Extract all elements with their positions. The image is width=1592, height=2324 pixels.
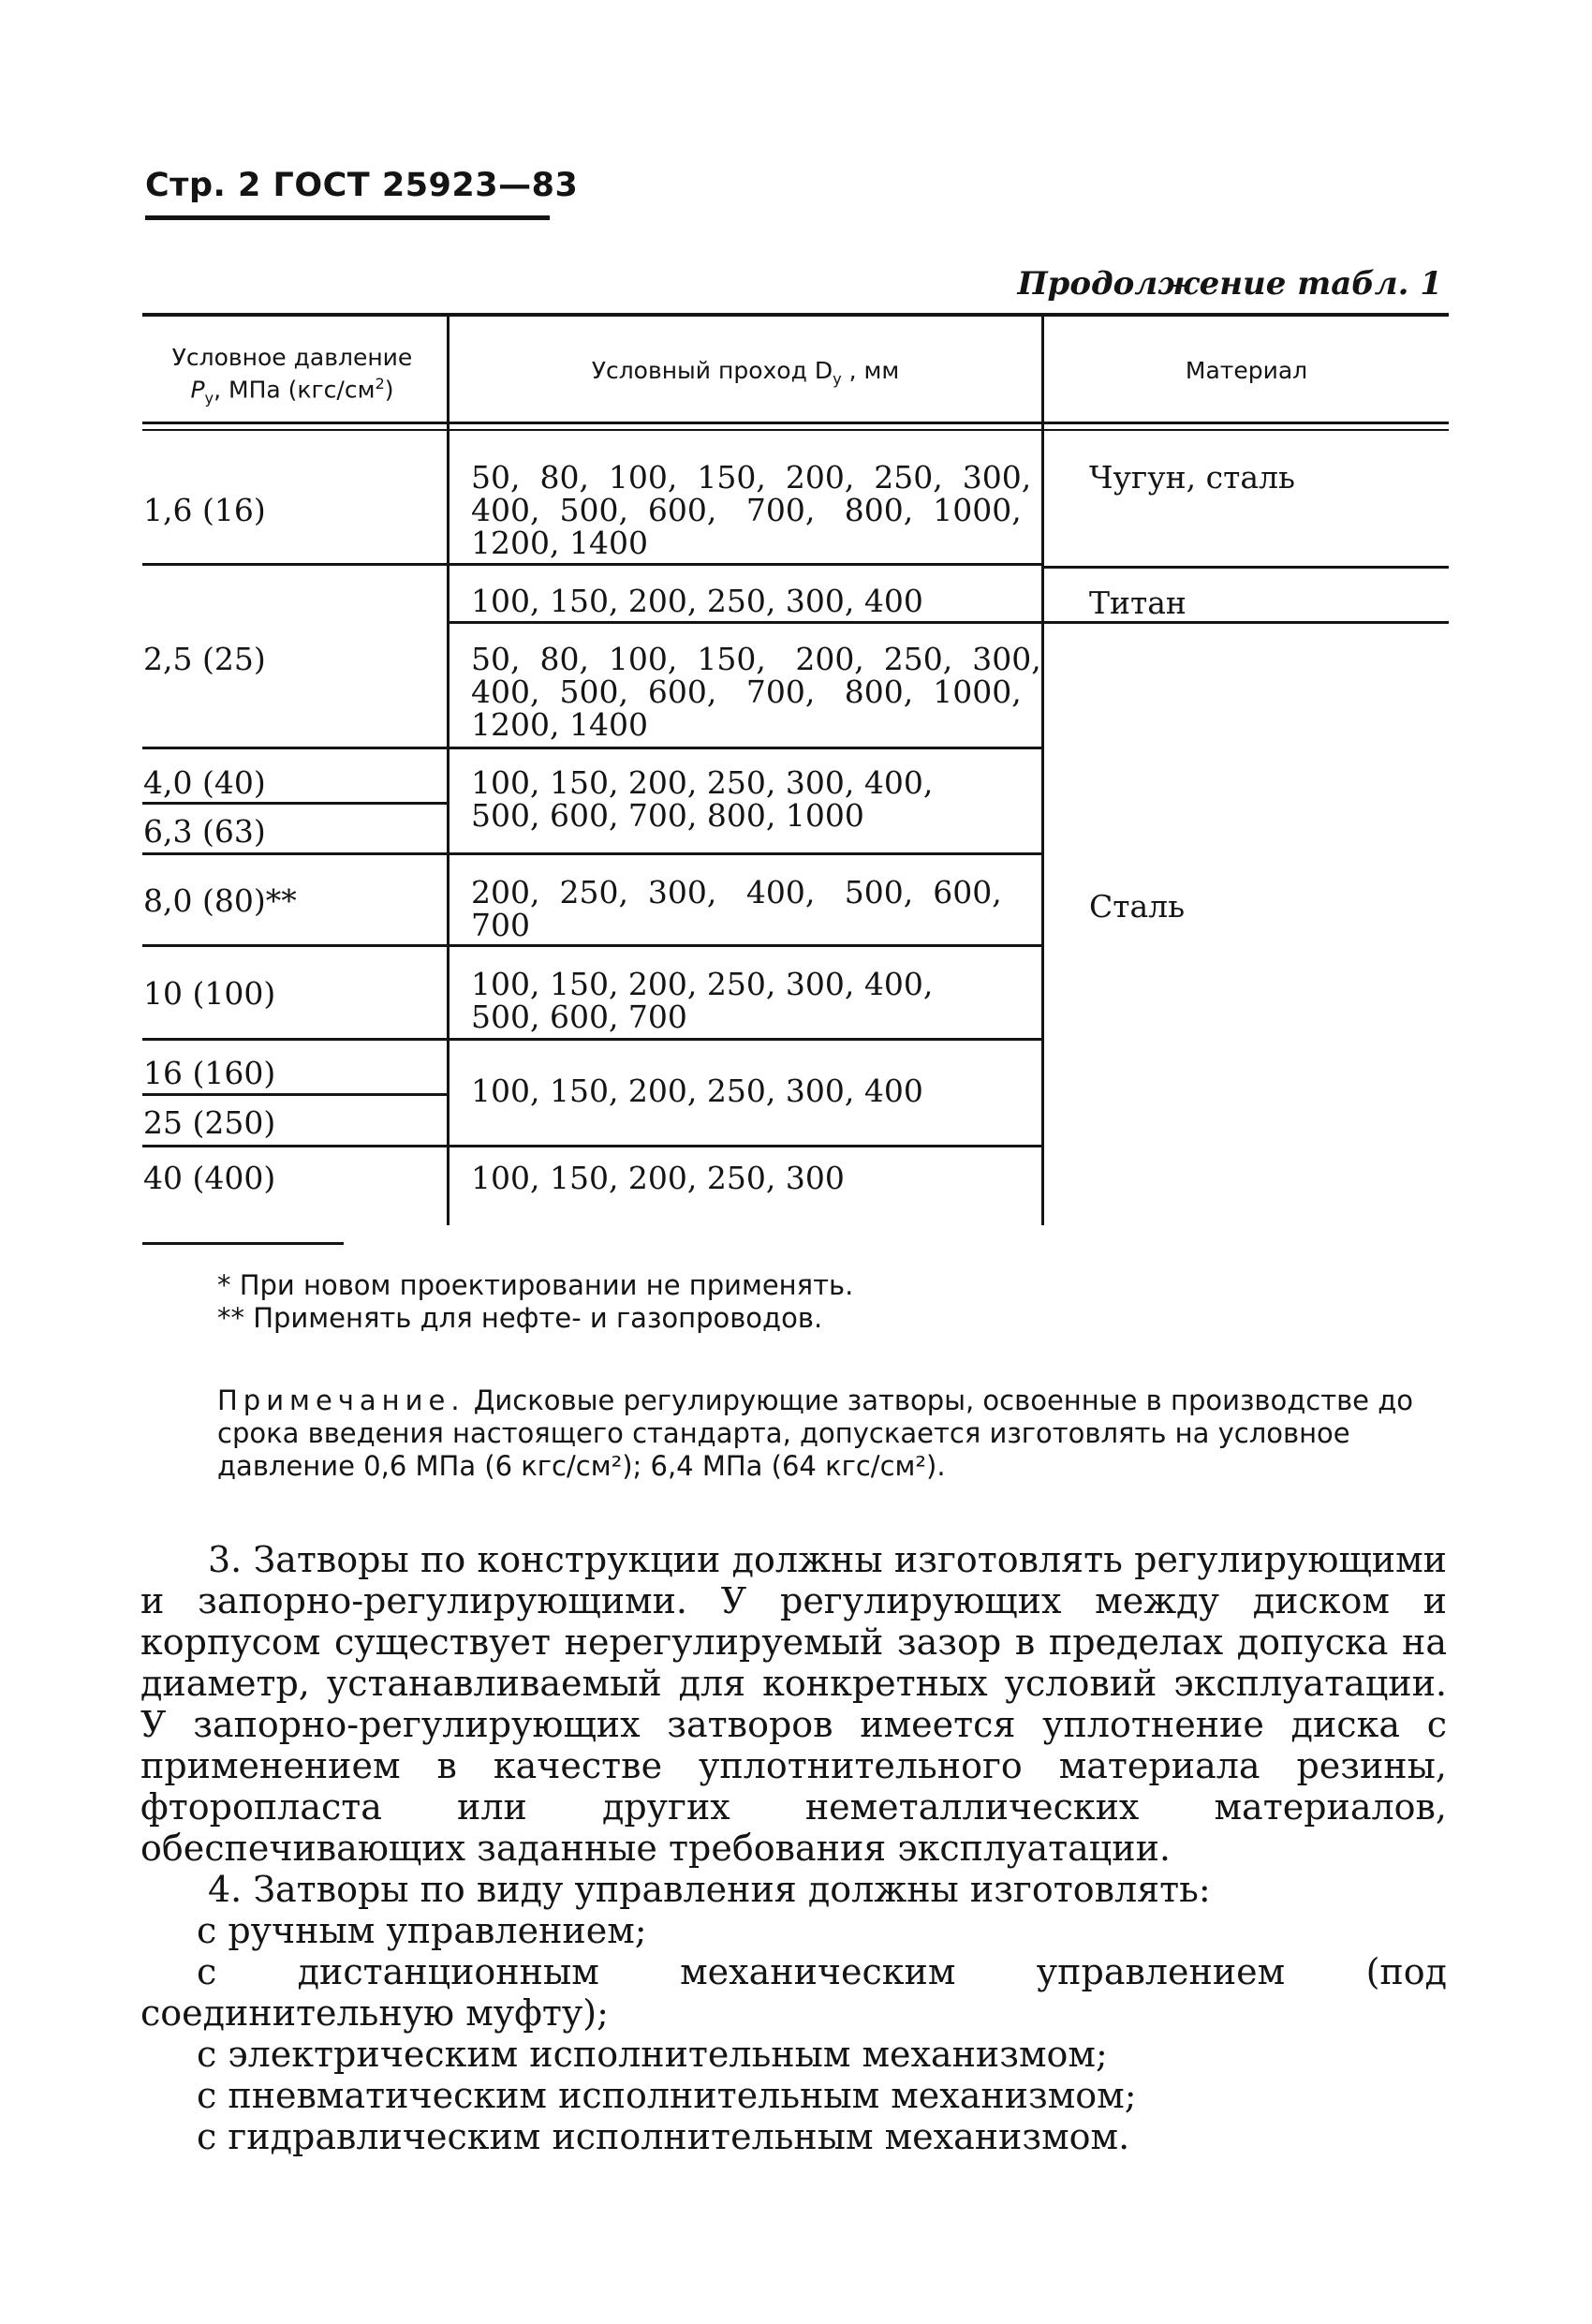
header-rule: [145, 215, 550, 220]
table-continuation-label: Продолжение табл. 1: [1017, 265, 1442, 303]
column-divider-1: [447, 317, 450, 1225]
material-cell: Чугун, сталь: [1089, 459, 1295, 496]
diameter-rule-2: [450, 621, 1041, 624]
material-cell: Титан: [1089, 585, 1187, 621]
page-header: Стр. 2 ГОСТ 25923—83: [145, 167, 579, 204]
diameter-line: 100, 150, 200, 250, 300: [471, 1160, 845, 1196]
pressure-cell: 4,0 (40): [143, 764, 266, 801]
pressure-cell: 25 (250): [143, 1104, 276, 1141]
table-header-rule-1: [142, 422, 1449, 424]
clause-3-text: 3. Затворы по конструкции должны изготовлять регулирующими и запорно-регулирующими. У регулирующих между диском и корпусом существует нерегулируемый зазор в пределах допуска на диаметр, устанавливаемый для конкретных условий эксплуатации. У запорно-регулирующих затворов имеется уплотнение диска с применением в качестве уплотнительного материала резины, фторопласта или других неметаллических материалов, обеспечивающих заданные требования эксплуатации.: [140, 1539, 1447, 1869]
clause-4-item: с ручным управлением;: [197, 1910, 647, 1951]
note-text: Дисковые регулирующие затворы, освоенные в производстве до срока введения настоящего стандарта, допускается изготовлять на условное давление 0,6 МПа (6 кгс/см²); 6,4 МПа (64 кгс/см²).: [217, 1384, 1414, 1482]
header-pressure-line1: Условное давление: [171, 344, 413, 371]
header-pressure-units: , МПа (кгс/см: [214, 376, 376, 404]
header-diameter: [450, 358, 1041, 392]
diameter-cell: [471, 1162, 845, 1194]
pressure-cell: 40 (400): [143, 1160, 276, 1196]
pressure-rule-2: [142, 747, 447, 749]
clause-4-text: 4. Затворы по виду управления должны изготовлять:: [208, 1869, 1211, 1910]
header-pressure-sup: 2: [375, 375, 385, 392]
diameter-line: 100, 150, 200, 250, 300, 400: [471, 1073, 923, 1109]
diameter-rule-4: [450, 852, 1041, 855]
diameter-cell: [471, 876, 1002, 941]
diameter-rule-7: [450, 1145, 1041, 1147]
clause-3: [140, 1539, 1447, 2157]
header-pressure-line2: [152, 371, 433, 411]
clause-4-item: с гидравлическим исполнительным механизмом.: [197, 2116, 1130, 2157]
header-diameter-unit: , мм: [841, 357, 900, 384]
diameter-line: 400, 500, 600, 700, 800, 1000,: [471, 674, 1022, 710]
column-divider-2: [1041, 317, 1044, 1225]
header-pressure-close: ): [384, 376, 394, 404]
pressure-rule-5: [142, 944, 447, 947]
diameter-cell: [471, 766, 933, 832]
diameter-cell: [471, 585, 923, 617]
diameter-line: 200, 250, 300, 400, 500, 600,: [471, 874, 1002, 910]
table-header-rule-2: [142, 429, 1449, 431]
diameter-line: 500, 600, 700: [471, 999, 687, 1035]
header-diameter-label: Условный проход D: [591, 357, 833, 384]
table-top-rule: [142, 313, 1449, 317]
pressure-cell: 16 (160): [143, 1055, 276, 1091]
diameter-rule-3: [450, 747, 1041, 749]
diameter-rule-6: [450, 1038, 1041, 1041]
diameter-line: 400, 500, 600, 700, 800, 1000,: [471, 492, 1022, 528]
diameter-line: 1200, 1400: [471, 706, 648, 743]
note-label: Примечание.: [217, 1384, 465, 1416]
footnote-rule: [142, 1242, 344, 1245]
header-pressure-sub: у: [204, 389, 214, 407]
pressure-rule-8: [142, 1145, 447, 1147]
table-note: [217, 1384, 1446, 1483]
pressure-rule-7: [142, 1093, 447, 1096]
pressure-cell: 6,3 (63): [143, 813, 266, 850]
material-rule-1: [1044, 566, 1449, 569]
pressure-cell: 2,5 (25): [143, 641, 266, 677]
diameter-cell: [471, 1074, 923, 1107]
pressure-cell: 8,0 (80)**: [143, 882, 297, 919]
pressure-rule-6: [142, 1038, 447, 1041]
pressure-cell: 1,6 (16): [143, 492, 266, 528]
pressure-rule-1: [142, 563, 447, 566]
diameter-cell: [471, 643, 1041, 741]
clause-4-item: с электрическим исполнительным механизмом;: [197, 2034, 1108, 2075]
header-material: [1044, 358, 1449, 384]
diameter-line: 700: [471, 907, 530, 943]
diameter-line: 50, 80, 100, 150, 200, 250, 300,: [471, 641, 1041, 677]
pressure-rule-4: [142, 852, 447, 855]
header-material-label: Материал: [1185, 357, 1308, 384]
diameter-line: 100, 150, 200, 250, 300, 400: [471, 583, 923, 619]
diameter-rule-1: [450, 563, 1041, 566]
diameter-line: 50, 80, 100, 150, 200, 250, 300,: [471, 459, 1032, 496]
header-diameter-sub: у: [833, 370, 842, 388]
header-pressure-symbol: P: [190, 376, 205, 404]
diameter-rule-5: [450, 944, 1041, 947]
diameter-cell: [471, 461, 1031, 559]
pressure-cell: 10 (100): [143, 975, 276, 1012]
pressure-rule-3: [142, 802, 447, 805]
footnote: * При новом проектировании не применять.: [217, 1269, 854, 1301]
diameter-cell: [471, 968, 933, 1033]
header-pressure: [152, 345, 433, 411]
diameter-line: 500, 600, 700, 800, 1000: [471, 797, 864, 834]
diameter-line: 100, 150, 200, 250, 300, 400,: [471, 764, 934, 801]
material-rule-2: [1044, 621, 1449, 624]
clause-4-item: с пневматическим исполнительным механизмом;: [197, 2075, 1137, 2116]
clause-4-item: с дистанционным механическим управлением (под соединительную муфту);: [140, 1951, 1447, 2034]
material-cell: Сталь: [1089, 888, 1186, 925]
diameter-line: 1200, 1400: [471, 525, 648, 561]
diameter-line: 100, 150, 200, 250, 300, 400,: [471, 966, 934, 1002]
footnote: ** Применять для нефте- и газопроводов.: [217, 1302, 823, 1334]
